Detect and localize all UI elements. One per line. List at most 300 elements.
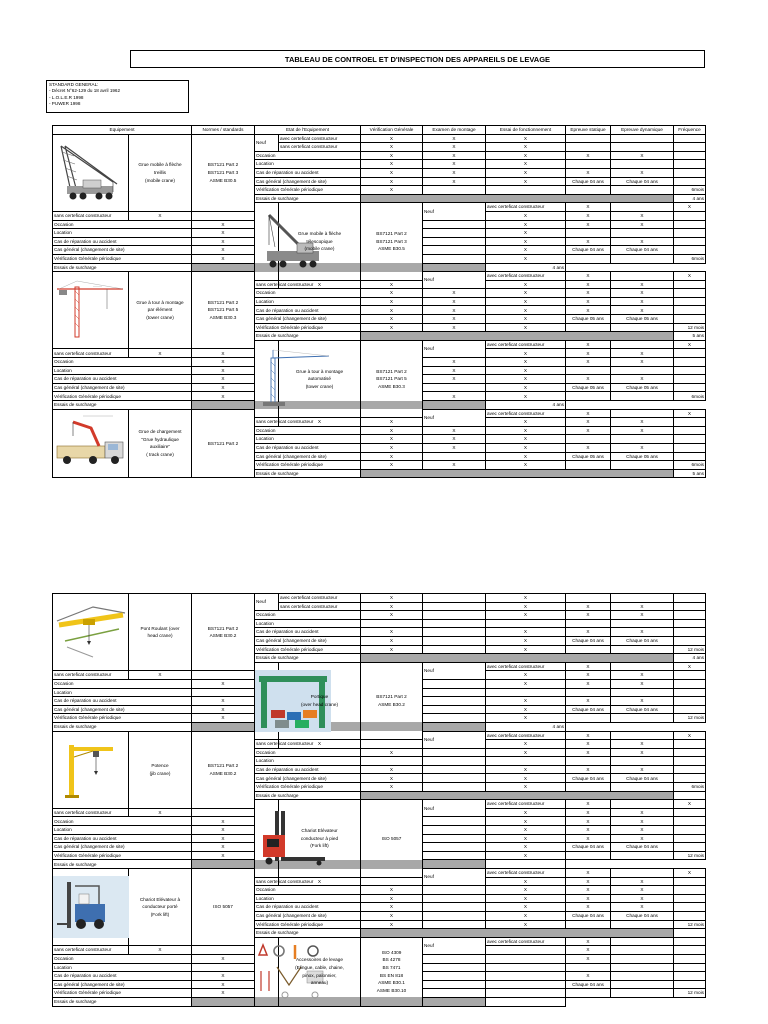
check-cell: X	[611, 358, 674, 367]
check-cell: X	[361, 783, 423, 792]
check-cell	[423, 826, 486, 835]
frequency-cell	[674, 929, 706, 938]
check-cell: Chaque 04 ans	[611, 705, 674, 714]
check-cell: X	[486, 611, 566, 620]
check-cell: X	[566, 972, 611, 981]
check-cell: X	[566, 306, 611, 315]
check-cell: X	[611, 697, 674, 706]
check-cell: X	[361, 289, 423, 298]
check-cell: X	[566, 679, 611, 688]
state-label: Cas général (changement de site)	[255, 452, 361, 461]
check-cell	[423, 980, 486, 989]
check-cell: X	[423, 461, 486, 470]
check-cell	[361, 877, 423, 886]
state-label: avec certeficat constructeur	[486, 869, 566, 878]
check-cell	[486, 972, 566, 981]
frequency-cell	[674, 443, 706, 452]
surcharge-shaded-cell	[361, 929, 674, 938]
check-cell: X	[361, 160, 423, 169]
check-cell: X	[361, 911, 423, 920]
frequency-cell	[674, 383, 706, 392]
check-cell	[566, 392, 611, 401]
check-cell: X	[361, 134, 423, 143]
check-cell: X	[486, 714, 566, 723]
check-cell: X	[486, 886, 566, 895]
state-label: avec certeficat constructeur	[486, 800, 566, 809]
check-cell: Chaque 04 ans	[566, 911, 611, 920]
check-cell: X	[486, 851, 566, 860]
table-row	[53, 594, 706, 603]
check-cell: X	[486, 323, 566, 332]
check-cell	[611, 323, 674, 332]
check-cell: X	[486, 808, 566, 817]
check-cell	[611, 409, 674, 418]
check-cell: X	[486, 358, 566, 367]
check-cell: X	[566, 340, 611, 349]
state-label: Vérification Générale périodique	[53, 989, 192, 998]
check-cell: X	[611, 602, 674, 611]
jib-crane-icon	[53, 731, 129, 808]
check-cell: X	[423, 297, 486, 306]
check-cell: X	[192, 229, 255, 238]
surcharge-shaded-cell	[361, 194, 674, 203]
equipment-norms: ISO 5057	[361, 800, 423, 877]
state-label: Neuf	[255, 594, 279, 611]
check-cell	[423, 636, 486, 645]
check-cell: X	[566, 272, 611, 281]
check-cell: X	[192, 358, 255, 367]
check-cell: X	[423, 151, 486, 160]
check-cell: X	[486, 134, 566, 143]
check-cell: Chaque 04 ans	[566, 177, 611, 186]
check-cell: X	[611, 426, 674, 435]
check-cell: X	[486, 877, 566, 886]
equipment-name: Chariot Elévateur conducteur à pied (Fork lift)	[279, 800, 361, 877]
check-cell: X	[611, 237, 674, 246]
check-cell: X	[486, 246, 566, 255]
check-cell: Chaque 04 ans	[611, 177, 674, 186]
state-label: Location	[255, 160, 361, 169]
equipment-norms: BS7121 Part 2 BS7121 Part 3 ASME B30.5	[361, 203, 423, 280]
check-cell	[566, 619, 611, 628]
check-cell: X	[361, 765, 423, 774]
check-cell: X	[486, 628, 566, 637]
check-cell: X	[361, 323, 423, 332]
check-cell	[423, 602, 486, 611]
check-cell	[423, 383, 486, 392]
check-cell: X	[566, 697, 611, 706]
check-cell: X	[611, 280, 674, 289]
state-label: Essais de surcharge	[255, 791, 361, 800]
surcharge-shaded-cell	[192, 997, 486, 1006]
frequency-cell	[674, 168, 706, 177]
check-cell: X	[192, 843, 255, 852]
state-label: sans certeficat constructeur	[256, 878, 314, 884]
header-verification: Vérification Générale	[361, 126, 423, 135]
check-cell: X	[423, 168, 486, 177]
state-label: Vérification Générale périodique	[255, 323, 361, 332]
frequency-cell	[674, 418, 706, 427]
state-label: avec certeficat constructeur	[486, 662, 566, 671]
check-cell: X	[674, 869, 706, 878]
state-label: Cas général (changement de site)	[255, 774, 361, 783]
check-cell: X	[611, 903, 674, 912]
check-cell	[423, 972, 486, 981]
state-label: Vérification Générale périodique	[53, 714, 192, 723]
check-cell: X	[361, 297, 423, 306]
frequency-cell	[674, 280, 706, 289]
check-cell	[423, 843, 486, 852]
check-cell	[611, 731, 674, 740]
check-cell: Chaque 05 ans	[566, 452, 611, 461]
check-cell	[423, 628, 486, 637]
check-cell	[423, 237, 486, 246]
page-title: TABLEAU DE CONTROEL ET D'INSPECTION DES APPAREILS DE LEVAGE	[130, 50, 705, 68]
frequency-cell: 12 mois	[674, 989, 706, 998]
check-cell: X	[611, 220, 674, 229]
check-cell	[423, 619, 486, 628]
state-label: Location	[255, 619, 361, 628]
check-cell: X	[361, 280, 423, 289]
frequency-cell	[674, 826, 706, 835]
check-cell	[192, 211, 255, 220]
check-cell: X	[423, 306, 486, 315]
check-cell: X	[423, 177, 486, 186]
check-cell	[566, 594, 611, 603]
check-cell: X	[486, 143, 566, 152]
equipment-norms: ISO 5057	[192, 869, 255, 946]
frequency-cell: 6mois	[674, 254, 706, 263]
check-cell: X	[566, 358, 611, 367]
equipment-name: Chariot Elévateur à conducteur porté (Fork lift)	[129, 869, 192, 946]
check-cell: X	[486, 254, 566, 263]
frequency-cell	[674, 671, 706, 680]
check-cell: X	[611, 748, 674, 757]
state-label: Cas général (changement de site)	[53, 980, 192, 989]
check-cell	[361, 740, 423, 749]
standard-heading: STANDARD GENERAL:	[49, 82, 99, 87]
frequency-cell	[486, 860, 566, 869]
check-cell	[423, 705, 486, 714]
check-cell	[423, 254, 486, 263]
frequency-cell	[674, 358, 706, 367]
state-label: sans certeficat constructeur	[256, 419, 314, 425]
state-label: avec certeficat constructeur	[279, 594, 361, 603]
state-label: Vérification Générale périodique	[53, 851, 192, 860]
check-cell	[611, 594, 674, 603]
frequency-cell	[674, 426, 706, 435]
check-cell	[566, 160, 611, 169]
check-cell	[423, 851, 486, 860]
frequency-cell	[674, 229, 706, 238]
tower-crane-icon	[53, 272, 129, 349]
frequency-cell	[674, 611, 706, 620]
check-cell: X	[361, 452, 423, 461]
frequency-cell	[674, 688, 706, 697]
state-label: Occasion	[53, 220, 192, 229]
check-cell	[566, 920, 611, 929]
check-cell	[566, 323, 611, 332]
check-cell: Chaque 05 ans	[566, 315, 611, 324]
check-cell: X	[423, 392, 486, 401]
check-cell	[611, 229, 674, 238]
check-cell	[423, 783, 486, 792]
state-label: Cas de réparation ou accident	[53, 972, 192, 981]
equipment-name: Grue de chargement "Grue hydraulique auxiliaire" ( track crane)	[129, 409, 192, 478]
check-cell: X	[129, 808, 192, 817]
check-cell	[423, 229, 486, 238]
check-cell	[611, 340, 674, 349]
check-cell: X	[566, 731, 611, 740]
equipment-name: Grue mobile à flèche télescopique (mobile crane)	[279, 203, 361, 280]
check-cell: X	[611, 817, 674, 826]
frequency-cell: 4 ans	[486, 722, 566, 731]
check-cell	[423, 645, 486, 654]
state-label: Occasion	[53, 358, 192, 367]
state-label: Neuf	[423, 731, 486, 748]
check-cell: X	[566, 740, 611, 749]
check-cell: X	[486, 920, 566, 929]
state-label: Essais de surcharge	[53, 860, 192, 869]
state-label: avec certeficat constructeur	[486, 272, 566, 281]
check-cell: X	[423, 143, 486, 152]
header-examen: Examen de montage	[423, 126, 486, 135]
state-label: Vérification Générale périodique	[255, 920, 361, 929]
check-cell	[611, 366, 674, 375]
check-cell: X	[361, 611, 423, 620]
state-label: Cas général (changement de site)	[53, 705, 192, 714]
check-cell: X	[192, 220, 255, 229]
frequency-cell	[674, 980, 706, 989]
state-label: avec certeficat constructeur	[486, 409, 566, 418]
check-cell	[611, 160, 674, 169]
equipment-norms: BS7121 Part 2 ASME B30.2	[192, 594, 255, 671]
frequency-cell	[674, 963, 706, 972]
check-cell	[423, 834, 486, 843]
frequency-cell	[674, 705, 706, 714]
frequency-cell	[674, 697, 706, 706]
state-label: Occasion	[255, 886, 361, 895]
equipment-name: Grue à tour à montage par élément (tower crane)	[129, 272, 192, 349]
state-label: Essais de surcharge	[53, 722, 192, 731]
check-cell: X	[486, 705, 566, 714]
check-cell	[192, 688, 255, 697]
check-cell: X	[423, 134, 486, 143]
check-cell	[423, 886, 486, 895]
check-cell	[361, 757, 423, 766]
check-cell: X	[192, 954, 255, 963]
check-cell: X	[486, 645, 566, 654]
table-row	[53, 722, 706, 731]
check-cell	[423, 954, 486, 963]
equipment-norms: BS7121 Part 2 BS7121 Part 5 ASME B30.3	[192, 272, 255, 349]
check-cell: X	[611, 886, 674, 895]
check-cell: X	[674, 409, 706, 418]
frequency-cell	[674, 297, 706, 306]
check-cell: X	[486, 315, 566, 324]
truck-crane-icon	[53, 409, 129, 478]
check-cell: X	[566, 237, 611, 246]
frequency-cell	[674, 748, 706, 757]
check-cell: Chaque 04 ans	[566, 705, 611, 714]
table-header-row	[53, 126, 706, 135]
check-cell	[611, 203, 674, 212]
standard-line: - PUWER 1998	[49, 101, 81, 107]
check-cell: X	[486, 783, 566, 792]
check-cell	[361, 619, 423, 628]
check-cell: X	[361, 903, 423, 912]
check-cell: X	[279, 877, 361, 886]
frequency-cell	[674, 765, 706, 774]
check-cell	[423, 688, 486, 697]
check-cell: X	[566, 937, 611, 946]
check-cell: X	[611, 297, 674, 306]
check-cell	[611, 869, 674, 878]
check-cell	[566, 143, 611, 152]
state-label: Cas général (changement de site)	[255, 636, 361, 645]
state-label: Cas général (changement de site)	[53, 383, 192, 392]
check-cell: X	[566, 662, 611, 671]
check-cell: X	[486, 160, 566, 169]
check-cell: Chaque 04 ans	[566, 636, 611, 645]
frequency-cell: 4 ans	[486, 401, 566, 410]
check-cell: X	[486, 443, 566, 452]
check-cell	[486, 946, 566, 955]
state-label: Occasion	[53, 817, 192, 826]
check-cell: X	[486, 168, 566, 177]
check-cell: X	[361, 461, 423, 470]
header-essai: Essai de fonctionnement	[486, 126, 566, 135]
check-cell: X	[611, 349, 674, 358]
check-cell: X	[192, 246, 255, 255]
check-cell: X	[486, 843, 566, 852]
check-cell	[611, 134, 674, 143]
state-label: Location	[255, 894, 361, 903]
check-cell	[611, 272, 674, 281]
check-cell: X	[361, 306, 423, 315]
check-cell: Chaque 05 ans	[611, 452, 674, 461]
frequency-cell	[674, 289, 706, 298]
state-label: avec certeficat constructeur	[486, 937, 566, 946]
surcharge-shaded-cell	[361, 791, 674, 800]
check-cell	[423, 765, 486, 774]
frequency-cell	[674, 817, 706, 826]
check-cell: X	[566, 800, 611, 809]
state-label: Occasion	[255, 748, 361, 757]
standard-general-box	[46, 80, 189, 113]
frequency-cell: 5 ans	[674, 469, 706, 478]
check-cell: X	[361, 443, 423, 452]
state-label: Cas de réparation ou accident	[53, 834, 192, 843]
frequency-cell	[674, 349, 706, 358]
check-cell: X	[192, 826, 255, 835]
frequency-cell	[674, 628, 706, 637]
check-cell: X	[674, 340, 706, 349]
check-cell	[611, 783, 674, 792]
state-label: sans certeficat constructeur	[53, 349, 129, 358]
check-cell: X	[361, 168, 423, 177]
check-cell: X	[566, 748, 611, 757]
state-label: Location	[53, 826, 192, 835]
check-cell: X	[486, 435, 566, 444]
state-label: Neuf	[423, 409, 486, 426]
check-cell: X	[674, 662, 706, 671]
check-cell: X	[486, 602, 566, 611]
check-cell	[423, 894, 486, 903]
state-label: Essais de surcharge	[255, 194, 361, 203]
state-label: Occasion	[255, 611, 361, 620]
check-cell: X	[611, 834, 674, 843]
check-cell: X	[566, 211, 611, 220]
check-cell: X	[361, 418, 423, 427]
check-cell: X	[566, 765, 611, 774]
check-cell	[423, 911, 486, 920]
check-cell	[611, 392, 674, 401]
header-statique: Epreuve statique	[566, 126, 611, 135]
check-cell	[566, 963, 611, 972]
check-cell: X	[486, 894, 566, 903]
check-cell	[423, 452, 486, 461]
check-cell	[192, 808, 255, 817]
surcharge-shaded-cell	[361, 654, 674, 663]
check-cell: X	[423, 375, 486, 384]
check-cell	[611, 662, 674, 671]
check-cell	[423, 903, 486, 912]
overhead-crane-icon	[53, 594, 129, 671]
check-cell	[486, 619, 566, 628]
check-cell	[566, 186, 611, 195]
frequency-cell	[674, 903, 706, 912]
state-label: Vérification Générale périodique	[53, 254, 192, 263]
check-cell: X	[486, 594, 566, 603]
check-cell: Chaque 04 ans	[566, 980, 611, 989]
check-cell: X	[566, 151, 611, 160]
check-cell: X	[566, 826, 611, 835]
inspection-table	[52, 125, 706, 478]
check-cell: X	[486, 349, 566, 358]
surcharge-shaded-cell	[192, 263, 486, 272]
state-label: sans certeficat constructeur	[53, 211, 129, 220]
state-label: Vérification Générale périodique	[255, 783, 361, 792]
check-cell	[611, 757, 674, 766]
check-cell	[566, 254, 611, 263]
check-cell: X	[566, 869, 611, 878]
surcharge-shaded-cell	[361, 469, 674, 478]
state-label: sans certeficat constructeur	[279, 143, 361, 152]
state-label: Cas de réparation ou accident	[53, 697, 192, 706]
check-cell: X	[486, 237, 566, 246]
state-label: Occasion	[255, 289, 361, 298]
check-cell: X	[486, 211, 566, 220]
check-cell: X	[486, 671, 566, 680]
equipment-norms: BS7121 Part 2 BS7121 Part 3 ASME B30.5	[192, 134, 255, 211]
check-cell	[611, 851, 674, 860]
state-label: Cas général (changement de site)	[53, 246, 192, 255]
frequency-cell	[674, 791, 706, 800]
frequency-cell	[674, 315, 706, 324]
check-cell: X	[279, 740, 361, 749]
header-etat: Etat de l'Equipement	[255, 126, 361, 135]
frequency-cell	[674, 636, 706, 645]
check-cell: X	[611, 289, 674, 298]
table-row	[53, 401, 706, 410]
equipment-name: Portique (over head crane)	[279, 662, 361, 739]
frequency-cell	[674, 877, 706, 886]
state-label: Neuf	[423, 340, 486, 357]
check-cell: X	[566, 602, 611, 611]
check-cell: X	[279, 418, 361, 427]
frequency-cell	[674, 740, 706, 749]
